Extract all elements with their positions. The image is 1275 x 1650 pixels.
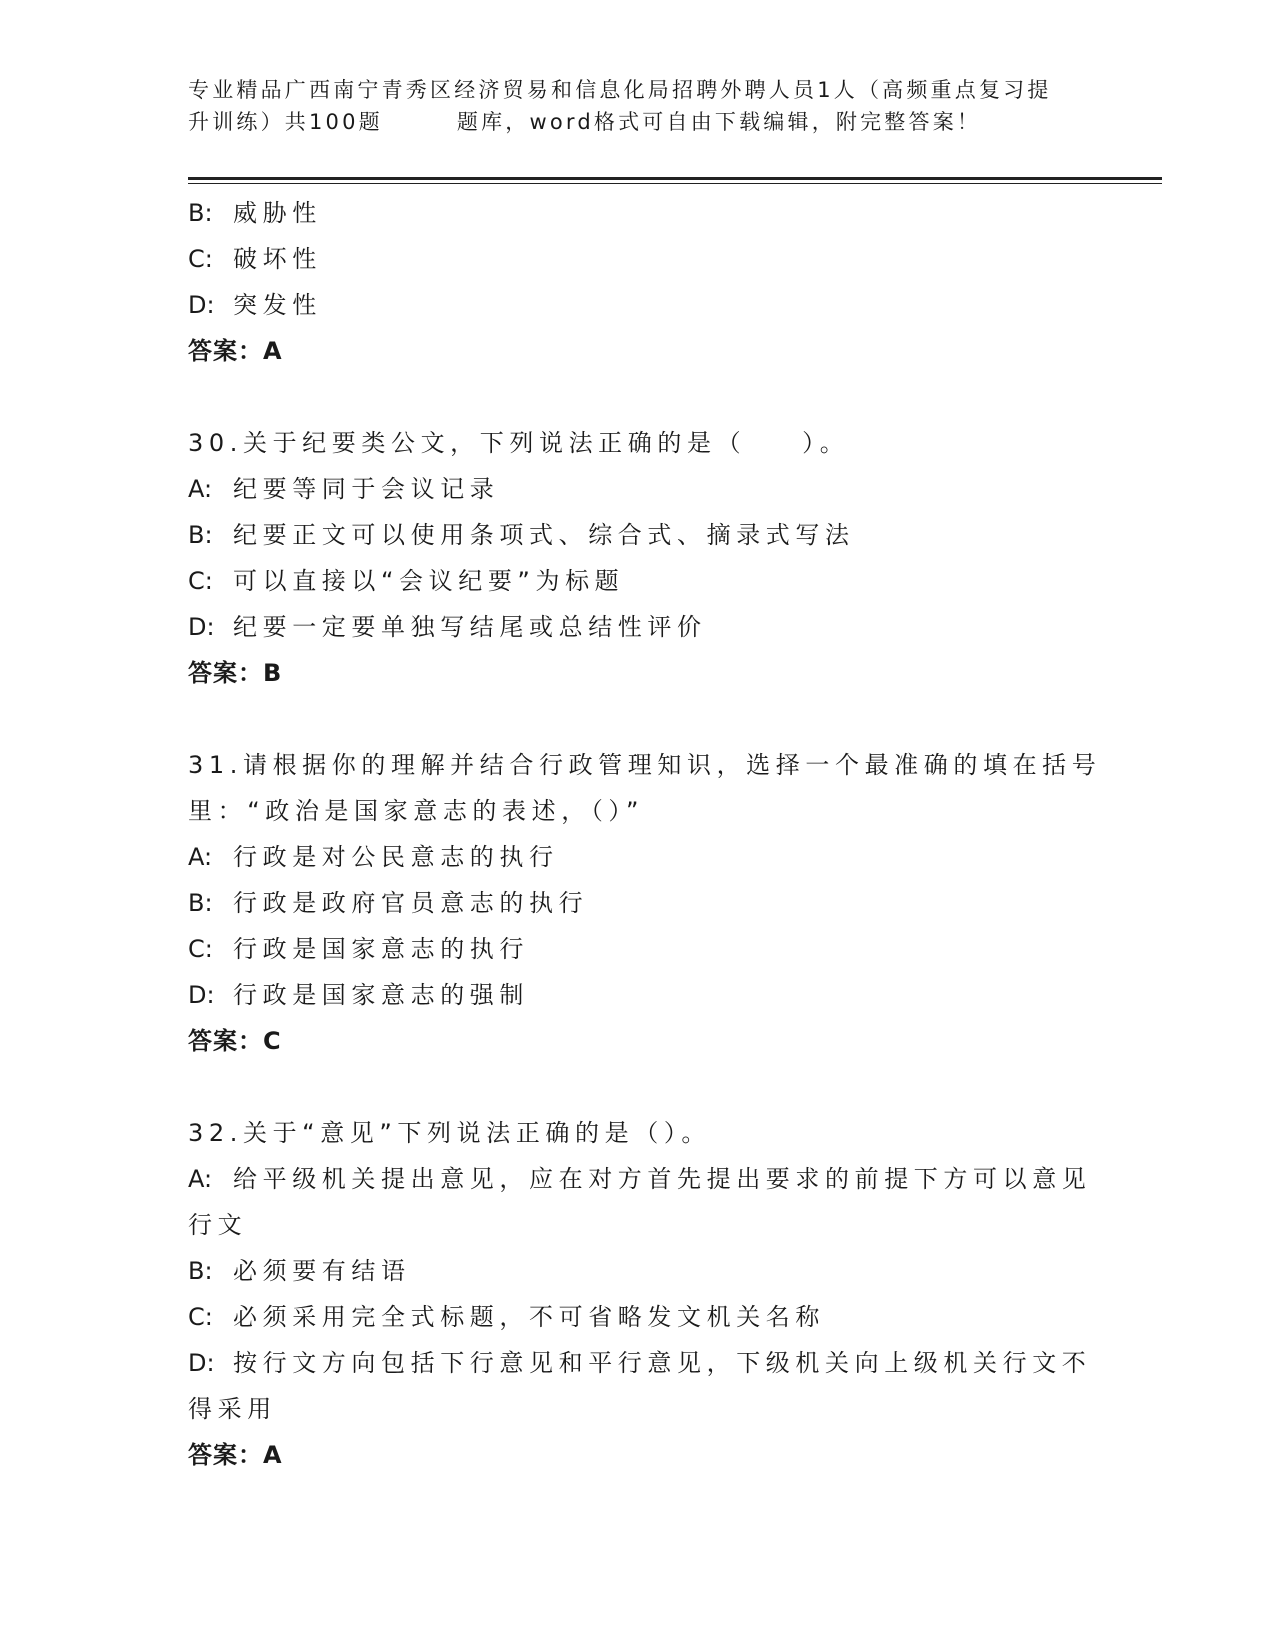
question-stem: 30.关于纪要类公文，下列说法正确的是（ ）。 (188, 429, 850, 457)
header-rule-thin (188, 183, 1162, 184)
question-31 (188, 742, 1102, 1064)
option-d: D: 纪要一定要单独写结尾或总结性评价 (188, 613, 707, 641)
answer: 答案：B (188, 659, 283, 687)
question-30 (188, 420, 1088, 696)
answer: 答案：A (188, 1441, 283, 1469)
question-stem-line-1: 31.请根据你的理解并结合行政管理知识，选择一个最准确的填在括号 (188, 751, 1102, 779)
question-stem-line-2: 里：“政治是国家意志的表述，（）” (188, 797, 645, 825)
option-b: B: 行政是政府官员意志的执行 (188, 889, 589, 917)
answer: 答案：C (188, 1027, 282, 1055)
header-rule-thick (188, 177, 1162, 180)
header-line-2 (188, 106, 1088, 138)
question-stem: 32.关于“意见”下列说法正确的是（）。 (188, 1119, 712, 1147)
question-content (188, 190, 1102, 1478)
option-c: C: 必须采用完全式标题，不可省略发文机关名称 (188, 1303, 825, 1331)
option-d-continuation: 得采用 (188, 1395, 277, 1423)
page-header (188, 74, 1088, 138)
option-b: B: 纪要正文可以使用条项式、综合式、摘录式写法 (188, 521, 855, 549)
option-a: A: 给平级机关提出意见，应在对方首先提出要求的前提下方可以意见 (188, 1165, 1092, 1193)
header-line-1: 专业精品广西南宁青秀区经济贸易和信息化局招聘外聘人员1人（高频重点复习提 (188, 78, 1052, 102)
header-line-2-part-b: 题库，word格式可自由下载编辑，附完整答案！ (456, 110, 982, 134)
option-a: A: 行政是对公民意志的执行 (188, 843, 559, 871)
question-fragment (188, 190, 1088, 374)
option-d: D: 按行文方向包括下行意见和平行意见，下级机关向上级机关行文不 (188, 1349, 1092, 1377)
option-b: B: 威胁性 (188, 199, 322, 227)
option-a-continuation: 行文 (188, 1211, 248, 1239)
option-c: C: 可以直接以“会议纪要”为标题 (188, 567, 625, 595)
question-32 (188, 1110, 1092, 1478)
header-line-2-part-a: 升训练）共100题 (188, 110, 383, 134)
option-c: C: 破坏性 (188, 245, 322, 273)
option-d: D: 行政是国家意志的强制 (188, 981, 529, 1009)
option-c: C: 行政是国家意志的执行 (188, 935, 529, 963)
option-d: D: 突发性 (188, 291, 322, 319)
option-b: B: 必须要有结语 (188, 1257, 411, 1285)
answer: 答案：A (188, 337, 283, 365)
option-a: A: 纪要等同于会议记录 (188, 475, 500, 503)
